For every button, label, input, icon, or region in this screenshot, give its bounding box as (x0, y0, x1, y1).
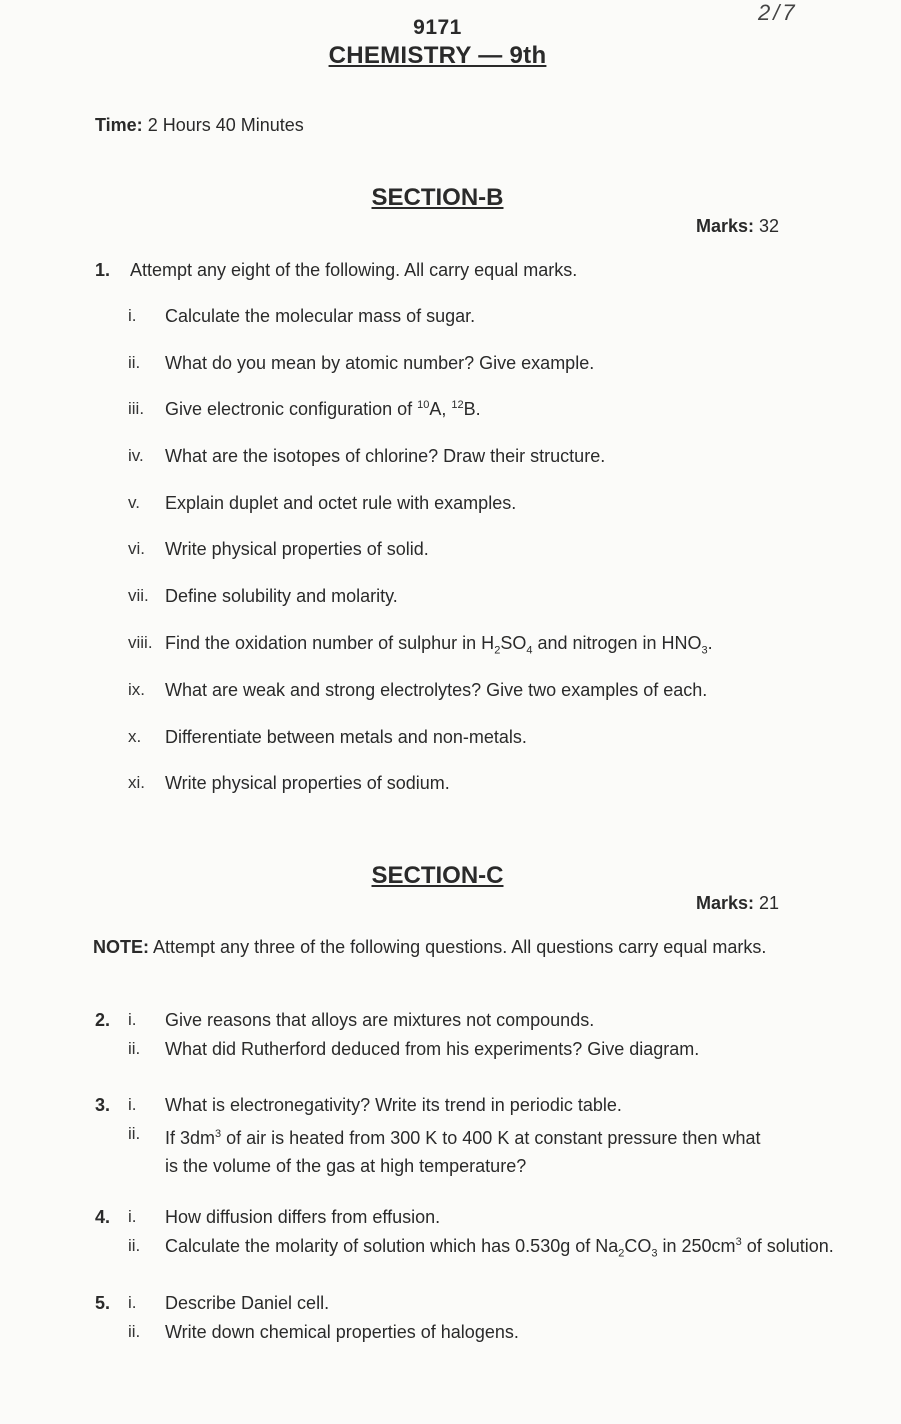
item-text: Calculate the molecular mass of sugar. (165, 306, 476, 326)
item-number: ix. (128, 680, 145, 699)
item-text (165, 1236, 834, 1260)
item-number: vii. (128, 586, 149, 605)
superscript: 12 (451, 399, 464, 411)
item-text: What is electronegativity? Write its trend in periodic table. (165, 1095, 622, 1115)
text-segment: Calculate the molarity of solution which has 0.530g of Na (165, 1236, 619, 1256)
text-segment: A, (429, 399, 452, 419)
marks-value: 32 (759, 216, 780, 236)
text-segment: and nitrogen in HNO (532, 633, 702, 653)
item-text (165, 1120, 775, 1180)
item-text: What do you mean by atomic number? Give example. (165, 353, 595, 373)
item-text: What did Rutherford deduced from his experiments? Give diagram. (165, 1039, 700, 1059)
text-segment: If 3dm (165, 1128, 216, 1148)
item-number: ii. (128, 1039, 141, 1058)
item-text: Give reasons that alloys are mixtures not compounds. (165, 1010, 595, 1030)
item-number: ii. (128, 1236, 141, 1255)
subscript: 3 (651, 1247, 658, 1260)
item-number: i. (128, 1095, 137, 1114)
item-number: i. (128, 306, 137, 325)
section-b-heading: SECTION-B (371, 184, 504, 211)
item-text: How diffusion differs from effusion. (165, 1207, 441, 1227)
item-text: What are the isotopes of chlorine? Draw their structure. (165, 446, 606, 466)
superscript: 3 (215, 1128, 222, 1140)
item-number: ii. (128, 1322, 141, 1341)
subscript: 2 (618, 1247, 625, 1260)
text-segment: SO (500, 633, 527, 653)
section-c-marks (696, 893, 779, 914)
section-c-heading: SECTION-C (371, 862, 504, 889)
item-number: i. (128, 1293, 137, 1312)
item-number: xi. (128, 773, 145, 792)
question-number: 3. (95, 1095, 111, 1115)
question-number: 1. (95, 260, 111, 280)
item-number: viii. (128, 633, 153, 652)
subscript: 4 (526, 644, 533, 657)
paper-title: CHEMISTRY — 9th (328, 42, 547, 69)
text-segment: Find the oxidation number of sulphur in H (165, 633, 495, 653)
item-text: Write physical properties of solid. (165, 539, 429, 559)
question-number: 4. (95, 1207, 111, 1227)
question-number: 5. (95, 1293, 111, 1313)
text-segment: in 250cm (657, 1236, 736, 1256)
item-text (165, 633, 713, 657)
item-number: v. (128, 493, 140, 512)
item-number: vi. (128, 539, 145, 558)
item-number: i. (128, 1010, 137, 1029)
text-segment: CO (624, 1236, 652, 1256)
item-text: Write physical properties of sodium. (165, 773, 450, 793)
text-segment: of solution. (741, 1236, 834, 1256)
item-text: Define solubility and molarity. (165, 586, 398, 606)
corner-handwritten-mark: 2/7 (758, 0, 798, 25)
question-number: 2. (95, 1010, 111, 1030)
subscript: 2 (494, 644, 501, 657)
time-allowed (95, 115, 304, 136)
section-b-marks (696, 216, 779, 237)
item-number: ii. (128, 1124, 141, 1143)
text-segment: . (707, 633, 713, 653)
item-text (165, 399, 481, 420)
item-number: iv. (128, 446, 144, 465)
question-instruction: Attempt any eight of the following. All carry equal marks. (130, 260, 578, 280)
item-text: Explain duplet and octet rule with examples. (165, 493, 517, 513)
item-text: What are weak and strong electrolytes? Give two examples of each. (165, 680, 708, 700)
time-value: 2 Hours 40 Minutes (147, 115, 304, 135)
item-text: Differentiate between metals and non-metals. (165, 727, 527, 747)
note-text: Attempt any three of the following questions. All questions carry equal marks. (153, 937, 767, 957)
superscript: 10 (417, 399, 430, 411)
item-number: iii. (128, 399, 145, 418)
item-text: Write down chemical properties of halogens. (165, 1322, 519, 1342)
item-number: x. (128, 727, 142, 746)
item-text: Describe Daniel cell. (165, 1293, 330, 1313)
subscript: 3 (701, 644, 708, 657)
item-number: ii. (128, 353, 141, 372)
text-segment: of air is heated from 300 K to 400 K at constant pressure then what is the volume of the gas at high temperature? (165, 1128, 761, 1176)
item-number: i. (128, 1207, 137, 1226)
marks-label: Marks: (696, 216, 755, 236)
superscript: 3 (735, 1236, 742, 1248)
time-label: Time: (95, 115, 143, 135)
marks-label: Marks: (696, 893, 755, 913)
paper-code: 9171 (413, 16, 462, 39)
text-segment: Give electronic configuration of (165, 399, 418, 419)
marks-value: 21 (759, 893, 780, 913)
text-segment: B. (463, 399, 481, 419)
note-label: NOTE: (93, 937, 149, 957)
section-c-note (93, 937, 766, 958)
